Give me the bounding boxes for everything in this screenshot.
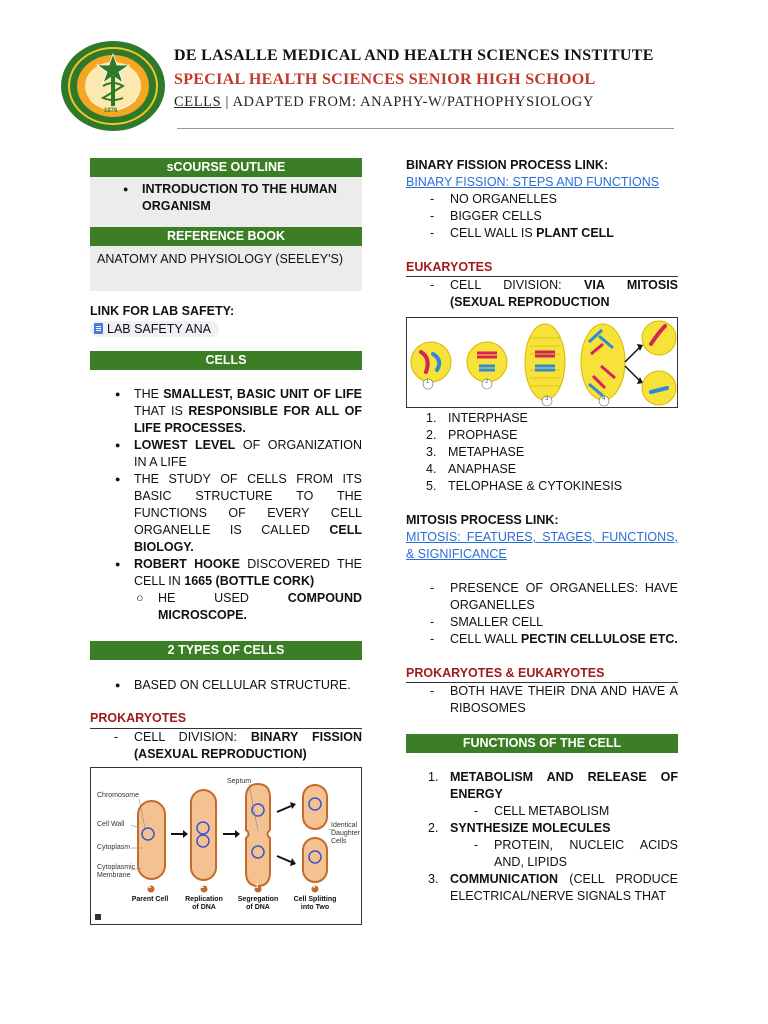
function-2-sub: - PROTEIN, NUCLEIC ACIDS AND, LIPIDS [470, 837, 678, 871]
fig-label-cytoplasm: Cytoplasm [97, 844, 131, 851]
pro-eu-item: - BOTH HAVE THEIR DNA AND HAVE A RIBOSOMES [426, 683, 678, 717]
fig-label-septum: Septum [227, 778, 252, 785]
phase-list [424, 410, 678, 495]
types-heading: 2 TYPES OF CELLS [90, 641, 362, 660]
fig-step-num-4: 4 [312, 884, 316, 890]
cells-sub-bullet: ○ HE USED COMPOUND MICROSCOPE. [136, 591, 362, 622]
mitosis-link[interactable]: MITOSIS: FEATURES, STAGES, FUNCTIONS, & SIGNIFICANCE [406, 530, 678, 561]
fig-step-4: Cell Splitting into Two [293, 896, 337, 911]
lab-safety-link-chip[interactable] [90, 321, 219, 337]
school-subtitle: SPECIAL HEALTH SCIENCES SENIOR HIGH SCHOOL [174, 71, 596, 88]
binary-fission-list [426, 191, 678, 242]
function-2: 2. SYNTHESIZE MOLECULES [428, 821, 611, 835]
school-seal [60, 40, 166, 132]
eu-trait-2: - SMALLER CELL [426, 614, 678, 631]
fig-step-num-3: 3 [255, 884, 259, 890]
fig-label-identical: Identical Daughter Cells [331, 822, 360, 845]
cells-bullets [90, 386, 362, 624]
mitosis-num-2: 2 [485, 379, 489, 385]
document-icon [94, 323, 103, 334]
document-topic [174, 94, 594, 111]
fig-step-1: Parent Cell [131, 896, 169, 903]
binary-fission-link[interactable]: BINARY FISSION: STEPS AND FUNCTIONS [406, 175, 660, 189]
lab-safety-chip-label: LAB SAFETY ANA [107, 322, 211, 336]
cells-bullet-2: ● LOWEST LEVEL OF ORGANIZATION IN A LIFE [110, 437, 362, 471]
binary-fission-link-label: BINARY FISSION PROCESS LINK: [406, 158, 609, 172]
phase-5: 5. TELOPHASE & CYTOKINESIS [426, 479, 623, 493]
mitosis-num-3: 3 [545, 396, 549, 402]
function-1-sub: - CELL METABOLISM [470, 803, 678, 820]
phase-4: 4. ANAPHASE [426, 462, 517, 476]
outline-item [118, 181, 354, 215]
mitosis-link-label: MITOSIS PROCESS LINK: [406, 513, 559, 527]
fig-step-num-1: 1 [148, 884, 152, 890]
bf-item-1: - NO ORGANELLES [426, 191, 678, 208]
cells-bullet-4: ● ROBERT HOOKE DISCOVERED THE CELL IN 1665 (BOTTLE CORK) [110, 556, 362, 590]
prokaryotes-division: - CELL DIVISION: BINARY FISSION (ASEXUAL REPRODUCTION) [110, 729, 362, 763]
eukaryote-traits [426, 580, 678, 648]
fig-step-2: Replication of DNA [185, 896, 223, 911]
functions-heading: FUNCTIONS OF THE CELL [406, 734, 678, 753]
mitosis-num-4: 4 [602, 396, 606, 402]
eu-trait-3: - CELL WALL PECTIN CELLULOSE ETC. [426, 631, 678, 648]
left-column [90, 158, 362, 763]
cells-bullet-3: ● THE STUDY OF CELLS FROM ITS BASIC STRUCTURE TO THE FUNCTIONS OF EVERY CELL ORGANELLE IS CALLED CELL BIOLOGY. [110, 471, 362, 556]
course-outline-heading: sCOURSE OUTLINE [90, 158, 362, 177]
reference-text: ANATOMY AND PHYSIOLOGY (SEELEY'S) [97, 252, 343, 266]
binary-fission-figure [90, 767, 362, 925]
phase-2: 2. PROPHASE [426, 428, 518, 442]
phase-3: 3. METAPHASE [426, 445, 525, 459]
fig-step-num-2: 2 [201, 884, 205, 890]
phase-1: 1. INTERPHASE [426, 411, 528, 425]
pro-eu-heading: PROKARYOTES & EUKARYOTES [406, 666, 605, 680]
function-1: 1. METABOLISM AND RELEASE OF ENERGY [428, 770, 678, 801]
cells-bullet-1: ● THE SMALLEST, BASIC UNIT OF LIFE THAT IS RESPONSIBLE FOR ALL OF LIFE PROCESSES. [110, 386, 362, 437]
fig-label-membrane: Cytoplasmic Membrane [97, 864, 136, 879]
cells-word: CELLS [174, 94, 222, 110]
outline-item-text: INTRODUCTION TO THE HUMAN ORGANISM [142, 182, 337, 213]
reference-box [90, 246, 362, 291]
eu-trait-1: - PRESENCE OF ORGANELLES: HAVE ORGANELLES [426, 580, 678, 614]
reference-book-heading: REFERENCE BOOK [90, 227, 362, 246]
eukaryotes-division: - CELL DIVISION: VIA MITOSIS (SEXUAL REPRODUCTION [426, 277, 678, 311]
function-3: 3. COMMUNICATION (CELL PRODUCE ELECTRICAL/NERVE SIGNALS THAT [428, 872, 678, 903]
eukaryotes-heading: EUKARYOTES [406, 260, 493, 274]
fig-step-3: Segregation of DNA [237, 896, 279, 911]
functions-list [426, 769, 678, 905]
hollow-bullet-icon: ○ [136, 591, 144, 605]
fig-label-cell-wall: Cell Wall [97, 821, 125, 828]
institute-title: DE LASALLE MEDICAL AND HEALTH SCIENCES INSTITUTE [174, 47, 654, 64]
right-column [406, 157, 678, 311]
cells-heading: CELLS [90, 351, 362, 370]
seal-year: 1976 [104, 108, 118, 114]
header-divider [177, 128, 674, 129]
bf-item-2: - BIGGER CELLS [426, 208, 678, 225]
adapted-from: | ADAPTED FROM: ANAPHY-W/PATHOPHYSIOLOGY [221, 94, 594, 110]
bf-item-3: - CELL WALL IS PLANT CELL [426, 225, 678, 242]
prokaryotes-heading: PROKARYOTES [90, 711, 187, 725]
lab-safety-label: LINK FOR LAB SAFETY: [90, 304, 235, 318]
mitosis-num-1: 1 [426, 379, 430, 385]
types-bullet: ● BASED ON CELLULAR STRUCTURE. [110, 677, 362, 694]
lab-safety-chip-row [90, 321, 362, 337]
right-column-lower [406, 410, 678, 905]
mitosis-figure [406, 317, 678, 408]
course-outline-box [90, 177, 362, 227]
fig-label-chromosome: Chromosome [97, 792, 140, 799]
